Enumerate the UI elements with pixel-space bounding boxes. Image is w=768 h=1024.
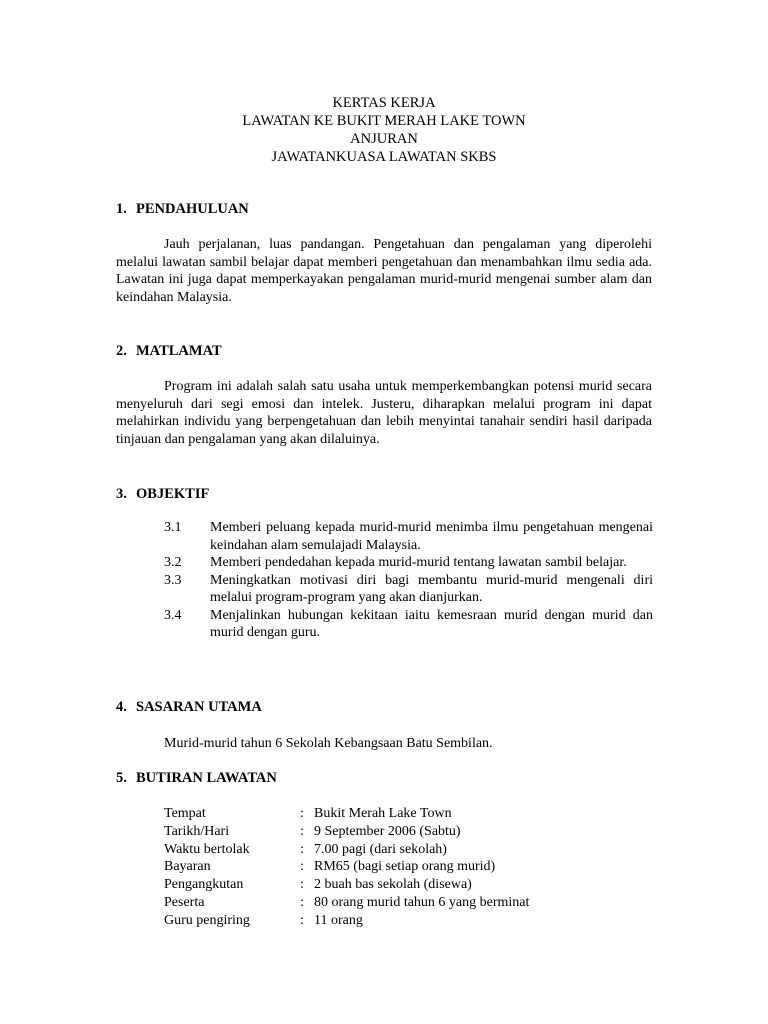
paragraph-sasaran: Murid-murid tahun 6 Sekolah Kebangsaan Batu Sembilan. bbox=[164, 736, 493, 751]
detail-label: Tempat bbox=[164, 806, 206, 821]
objective-text: Memberi peluang kepada murid-murid menimba ilmu pengetahuan mengenai keindahan alam semulajadi Malaysia. bbox=[210, 520, 653, 553]
section-heading: PENDAHULUAN bbox=[136, 201, 249, 217]
detail-colon: : bbox=[300, 894, 304, 910]
detail-value: 80 orang murid tahun 6 yang berminat bbox=[314, 894, 530, 910]
title-line-1: KERTAS KERJA bbox=[332, 95, 436, 111]
detail-colon: : bbox=[300, 806, 304, 821]
detail-row-tempat bbox=[164, 805, 529, 823]
heading-matlamat bbox=[116, 343, 222, 361]
detail-colon: : bbox=[300, 877, 304, 893]
detail-label: Pengangkutan bbox=[164, 877, 244, 893]
detail-row-pengangkutan bbox=[164, 876, 529, 894]
heading-pendahuluan bbox=[116, 201, 249, 219]
section-heading: BUTIRAN LAWATAN bbox=[136, 770, 277, 786]
heading-sasaran-utama bbox=[116, 699, 262, 717]
detail-row-bayaran bbox=[164, 858, 529, 876]
objective-text: Menjalinkan hubungan kekitaan iaitu kemesraan murid dengan murid dan murid dengan guru. bbox=[210, 607, 653, 640]
detail-label: Peserta bbox=[164, 894, 205, 910]
objective-number: 3.3 bbox=[164, 572, 182, 588]
details-table bbox=[164, 805, 529, 930]
objective-text: Meningkatkan motivasi diri bagi membantu murid-murid mengenali diri melalui program-program yang akan dianjurkan. bbox=[210, 572, 653, 605]
paragraph-matlamat bbox=[116, 378, 652, 448]
objective-item bbox=[164, 572, 653, 607]
paragraph-text: Jauh perjalanan, luas pandangan. Pengetahuan dan pengalaman yang diperolehi melalui lawatan sambil belajar dapat memberi pengetahuan dan menambahkan ilmu sedia ada. Lawatan ini juga dapat memperkayakan pengalaman murid-murid mengenai sumber alam dan keindahan Malaysia. bbox=[116, 237, 652, 305]
detail-value: 2 buah bas sekolah (disewa) bbox=[314, 877, 472, 893]
objective-number: 3.1 bbox=[164, 520, 182, 535]
detail-value: 11 orang bbox=[314, 912, 363, 928]
document-title bbox=[0, 94, 768, 166]
detail-row-tarikh bbox=[164, 823, 529, 841]
title-line-4: JAWATANKUASA LAWATAN SKBS bbox=[271, 149, 497, 165]
detail-colon: : bbox=[300, 912, 304, 928]
detail-value: RM65 (bagi setiap orang murid) bbox=[314, 859, 496, 875]
section-number: 3. bbox=[116, 486, 127, 502]
detail-value: 9 September 2006 (Sabtu) bbox=[314, 823, 461, 839]
objective-item bbox=[164, 554, 653, 572]
detail-row-guru-pengiring bbox=[164, 912, 529, 930]
objective-item bbox=[164, 607, 653, 642]
detail-label: Tarikh/Hari bbox=[164, 823, 230, 839]
title-line-2: LAWATAN KE BUKIT MERAH LAKE TOWN bbox=[242, 113, 526, 129]
detail-label: Guru pengiring bbox=[164, 912, 250, 928]
objective-number: 3.2 bbox=[164, 555, 182, 570]
section-heading: OBJEKTIF bbox=[136, 486, 210, 502]
paragraph-pendahuluan bbox=[116, 236, 652, 306]
section-heading: MATLAMAT bbox=[136, 343, 222, 359]
objective-text: Memberi pendedahan kepada murid-murid tentang lawatan sambil belajar. bbox=[210, 555, 627, 570]
title-line-3: ANJURAN bbox=[350, 131, 418, 147]
heading-objektif bbox=[116, 486, 209, 504]
detail-colon: : bbox=[300, 823, 304, 839]
section-number: 1. bbox=[116, 201, 127, 217]
objective-list bbox=[164, 519, 653, 642]
detail-value: Bukit Merah Lake Town bbox=[314, 806, 452, 821]
detail-colon: : bbox=[300, 859, 304, 875]
detail-row-peserta bbox=[164, 894, 529, 912]
detail-label: Bayaran bbox=[164, 859, 211, 875]
objective-item bbox=[164, 519, 653, 554]
objective-number: 3.4 bbox=[164, 607, 182, 623]
paragraph-text: Program ini adalah salah satu usaha untuk memperkembangkan potensi murid secara menyeluruh dari segi emosi dan intelek. Justeru, diharapkan melalui program ini dapat melahirkan individu yang berpengetahuan dan lebih menyintai tanahair sendiri hasil daripada tinjauan dan pengalaman yang akan dilaluinya. bbox=[116, 379, 652, 447]
section-number: 4. bbox=[116, 699, 127, 715]
detail-value: 7.00 pagi (dari sekolah) bbox=[314, 841, 447, 857]
detail-row-waktu bbox=[164, 841, 529, 859]
heading-butiran-lawatan bbox=[116, 770, 277, 788]
detail-label: Waktu bertolak bbox=[164, 841, 250, 857]
section-number: 2. bbox=[116, 343, 127, 359]
detail-colon: : bbox=[300, 841, 304, 857]
section-number: 5. bbox=[116, 770, 127, 786]
section-heading: SASARAN UTAMA bbox=[136, 699, 262, 715]
